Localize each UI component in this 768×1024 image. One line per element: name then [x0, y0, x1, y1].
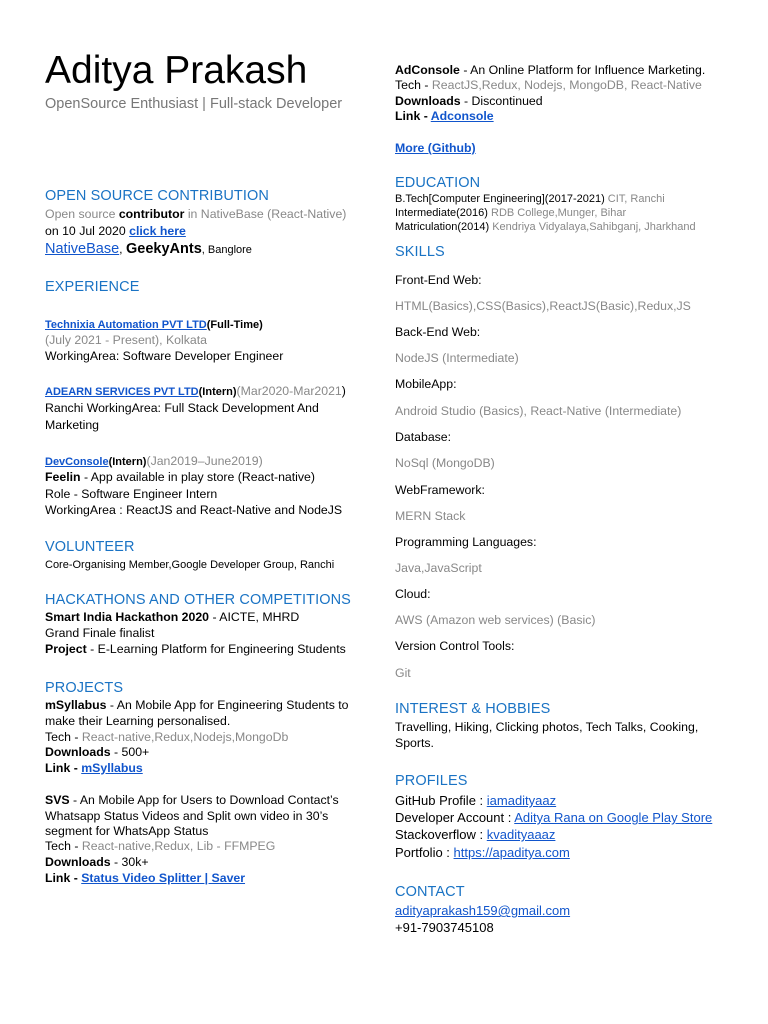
project2-desc2: Whatsapp Status Videos and Split own video in 30’s: [45, 809, 329, 823]
job1-area: WorkingArea: Software Developer Engineer: [45, 349, 284, 363]
open-source-line1: Open source contributor in NativeBase (React-Native): [45, 207, 347, 221]
interests-line1: Travelling, Hiking, Clicking photos, Tech Talks, Cooking,: [395, 720, 699, 734]
project3-downloads: Downloads - Discontinued: [395, 94, 543, 108]
heading-hackathons: HACKATHONS AND OTHER COMPETITIONS: [45, 592, 351, 608]
heading-experience: EXPERIENCE: [45, 279, 140, 295]
project1-tech: Tech - React-native,Redux,Nodejs,MongoDb: [45, 730, 289, 744]
project1-title: mSyllabus - An Mobile App for Engineering Students to: [45, 698, 349, 712]
skill-value-mobile: Android Studio (Basics), React-Native (Intermediate): [395, 404, 682, 418]
status-video-splitter-link[interactable]: Status Video Splitter | Saver: [81, 871, 246, 885]
more-github-link[interactable]: More (Github): [395, 141, 476, 155]
job3-role: Role - Software Engineer Intern: [45, 487, 218, 501]
project2-desc3: segment for WhatsApp Status: [45, 824, 209, 838]
skill-label-vcs: Version Control Tools:: [395, 639, 515, 653]
job2-area2: Marketing: [45, 418, 99, 432]
job3-feelin: Feelin - App available in play store (React-native): [45, 470, 315, 484]
skill-value-backend: NodeJS (Intermediate): [395, 351, 519, 365]
heading-projects: PROJECTS: [45, 680, 124, 696]
technixia-link[interactable]: Technixia Automation PVT LTD: [45, 319, 207, 331]
job3-area: WorkingArea : ReactJS and React-Native and NodeJS: [45, 503, 343, 517]
skill-label-backend: Back-End Web:: [395, 325, 481, 339]
heading-contact: CONTACT: [395, 884, 465, 900]
click-here-link[interactable]: click here: [129, 224, 186, 238]
skill-label-webframework: WebFramework:: [395, 483, 485, 497]
devconsole-link[interactable]: DevConsole: [45, 456, 109, 468]
skill-value-languages: Java,JavaScript: [395, 561, 482, 575]
contact-email-row: [395, 903, 570, 919]
education-btech: B.Tech[Computer Engineering](2017-2021) CIT, Ranchi: [395, 193, 665, 205]
skill-label-frontend: Front-End Web:: [395, 273, 482, 287]
project2-title: SVS - An Mobile App for Users to Download Contact’s: [45, 793, 339, 807]
project2-link-row: Link - Status Video Splitter | Saver: [45, 871, 246, 885]
skill-label-mobile: MobileApp:: [395, 377, 457, 391]
resume-tagline: OpenSource Enthusiast | Full-stack Developer: [45, 96, 343, 112]
skill-value-frontend: HTML(Basics),CSS(Basics),ReactJS(Basic),Redux,JS: [395, 299, 691, 313]
hackathon-finalist: Grand Finale finalist: [45, 626, 155, 640]
job1-title: Technixia Automation PVT LTD(Full-Time): [45, 319, 263, 331]
heading-volunteer: VOLUNTEER: [45, 539, 135, 555]
hackathon-sih: Smart India Hackathon 2020 - AICTE, MHRD: [45, 610, 300, 624]
skill-label-database: Database:: [395, 430, 452, 444]
profile-portfolio: Portfolio : https://apaditya.com: [395, 845, 570, 860]
project3-link-row: Link - Adconsole: [395, 109, 494, 123]
heading-profiles: PROFILES: [395, 773, 468, 789]
job2-title: ADEARN SERVICES PVT LTD(Intern)(Mar2020-Mar2021): [45, 384, 346, 398]
project1-desc: make their Learning personalised.: [45, 714, 231, 728]
skill-value-webframework: MERN Stack: [395, 509, 466, 523]
profile-github: GitHub Profile : iamadityaaz: [395, 793, 557, 808]
heading-interests: INTEREST & HOBBIES: [395, 701, 551, 717]
stackoverflow-link[interactable]: kvadityaaaz: [486, 827, 556, 842]
job2-area1: Ranchi WorkingArea: Full Stack Development And: [45, 401, 319, 415]
skill-value-database: NoSql (MongoDB): [395, 456, 495, 470]
more-github-row: [395, 140, 476, 156]
open-source-line3: NativeBase, GeekyAnts, Banglore: [45, 241, 252, 257]
heading-education: EDUCATION: [395, 175, 481, 191]
email-link[interactable]: adityaprakash159@gmail.com: [395, 903, 571, 918]
volunteer-text: Core-Organising Member,Google Developer Group, Ranchi: [45, 559, 335, 571]
job1-period: (July 2021 - Present), Kolkata: [45, 333, 207, 347]
github-profile-link[interactable]: iamadityaaz: [486, 793, 557, 808]
project1-downloads: Downloads - 500+: [45, 745, 150, 759]
open-source-line2: on 10 Jul 2020 click here: [45, 224, 186, 238]
skill-value-cloud: AWS (Amazon web services) (Basic): [395, 613, 596, 627]
education-matriculation: Matriculation(2014) Kendriya Vidyalaya,Sahibganj, Jharkhand: [395, 221, 696, 233]
nativebase-link[interactable]: NativeBase: [45, 241, 120, 257]
heading-open-source: OPEN SOURCE CONTRIBUTION: [45, 188, 269, 204]
portfolio-link[interactable]: https://apaditya.com: [453, 845, 570, 860]
skill-label-languages: Programming Languages:: [395, 535, 537, 549]
project2-downloads: Downloads - 30k+: [45, 855, 149, 869]
adconsole-link[interactable]: Adconsole: [430, 109, 494, 123]
education-intermediate: Intermediate(2016) RDB College,Munger, Bihar: [395, 207, 627, 219]
msyllabus-link[interactable]: mSyllabus: [81, 761, 143, 775]
skill-label-cloud: Cloud:: [395, 587, 431, 601]
interests-line2: Sports.: [395, 736, 434, 750]
project2-tech: Tech - React-native,Redux, Lib - FFMPEG: [45, 839, 276, 853]
hackathon-project: Project - E-Learning Platform for Engineering Students: [45, 642, 346, 656]
resume-name: Aditya Prakash: [45, 49, 308, 92]
project3-tech: Tech - ReactJS,Redux, Nodejs, MongoDB, React-Native: [395, 78, 702, 92]
skill-value-vcs: Git: [395, 666, 411, 680]
play-store-link[interactable]: Aditya Rana on Google Play Store: [514, 810, 713, 825]
contact-phone: +91-7903745108: [395, 920, 494, 935]
job3-title: DevConsole(Intern)(Jan2019–June2019): [45, 454, 263, 468]
profile-stackoverflow: Stackoverflow : kvadityaaaz: [395, 827, 556, 842]
heading-skills: SKILLS: [395, 244, 445, 260]
project3-title: AdConsole - An Online Platform for Influence Marketing.: [395, 63, 706, 77]
profile-developer: Developer Account : Aditya Rana on Google Play Store: [395, 810, 713, 825]
project1-link-row: Link - mSyllabus: [45, 761, 143, 775]
adearn-link[interactable]: ADEARN SERVICES PVT LTD: [45, 386, 199, 398]
